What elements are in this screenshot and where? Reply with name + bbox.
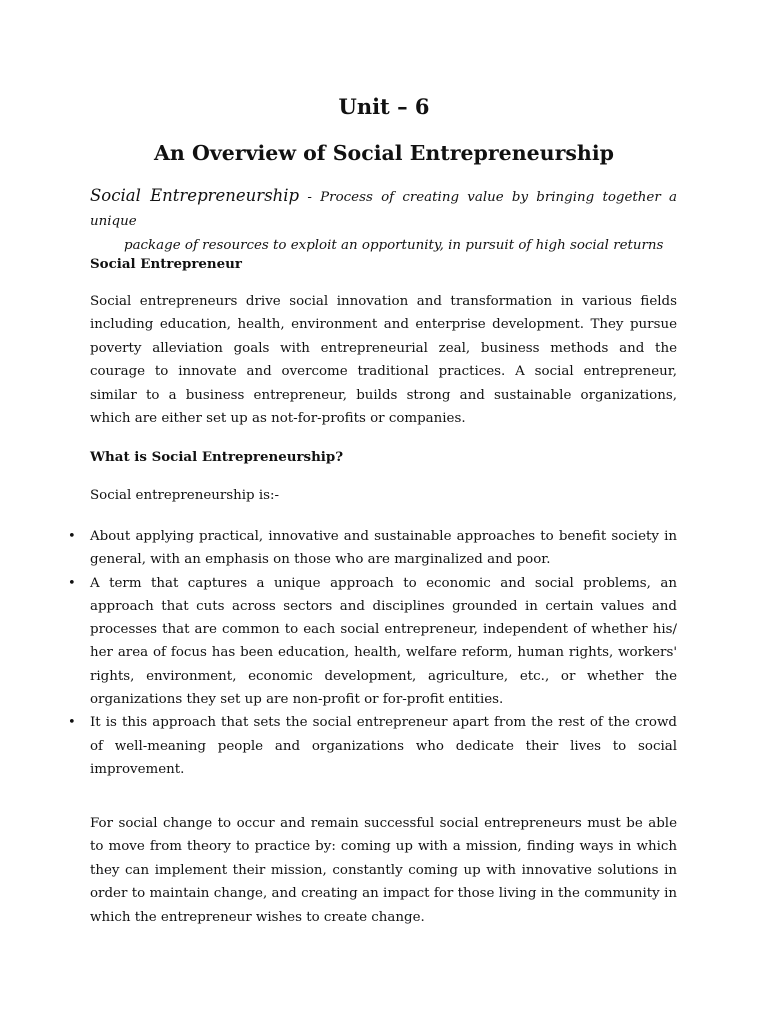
bullet-icon: • (68, 575, 76, 591)
list-item-text: It is this approach that sets the social entrepreneur apart from the rest of the crowd of well-meaning people and organizations who dedicate their lives to social improvement. (90, 715, 677, 777)
social-entrepreneur-paragraph: Social entrepreneurs drive social innovation and transformation in various fields including education, health, environment and enterprise development. They pursue poverty alleviation goals with entrepreneurial zeal, business methods and the courage to innovate and overcome traditional practices. A social entrepreneur, similar to a business entrepreneur, builds strong and sustainable organizations, which are either set up as not-for-profits or companies. (90, 294, 677, 427)
list-item (68, 711, 677, 781)
list-item-text: About applying practical, innovative and sustainable approaches to benefit society in general, with an emphasis on those who are marginalized and poor. (90, 529, 677, 568)
closing-paragraph: For social change to occur and remain successful social entrepreneurs must be able to move from theory to practice by: coming up with a mission, finding ways in which they can implement their mission, constantly coming up with innovative solutions in order to maintain change, and creating an impact for those living in the community in which the entrepreneur wishes to create change. (90, 816, 677, 925)
definition-text-line2: package of resources to exploit an opportunity, in pursuit of high social returns (124, 238, 664, 253)
definition-block (90, 184, 677, 258)
definition-term: Social Entrepreneurship (90, 186, 300, 205)
list-item (68, 572, 677, 712)
unit-title: Unit – 6 (338, 94, 430, 119)
bullet-icon: • (68, 529, 76, 544)
section-heading-what-is: What is Social Entrepreneurship? (90, 449, 344, 465)
list-item-text: A term that captures a unique approach to economic and social problems, an approach that cuts across sectors and disciplines grounded in certain values and processes that are common to each social entrepreneur, independent of whether his/ her area of focus has been education, health, welfare reform, human rights, workers' rights, environment, economic development, agriculture, etc., or whether the organizations they set up are non-profit or for-profit entities. (90, 575, 677, 708)
bullet-list (68, 525, 677, 781)
section-heading-social-entrepreneur: Social Entrepreneur (90, 256, 242, 272)
list-item (68, 525, 677, 572)
intro-text: Social entrepreneurship is:- (90, 488, 280, 503)
document-title: An Overview of Social Entrepreneurship (154, 141, 614, 165)
definition-text-line1: - Process of creating value by bringing together a unique (90, 190, 677, 229)
bullet-icon: • (68, 715, 76, 731)
